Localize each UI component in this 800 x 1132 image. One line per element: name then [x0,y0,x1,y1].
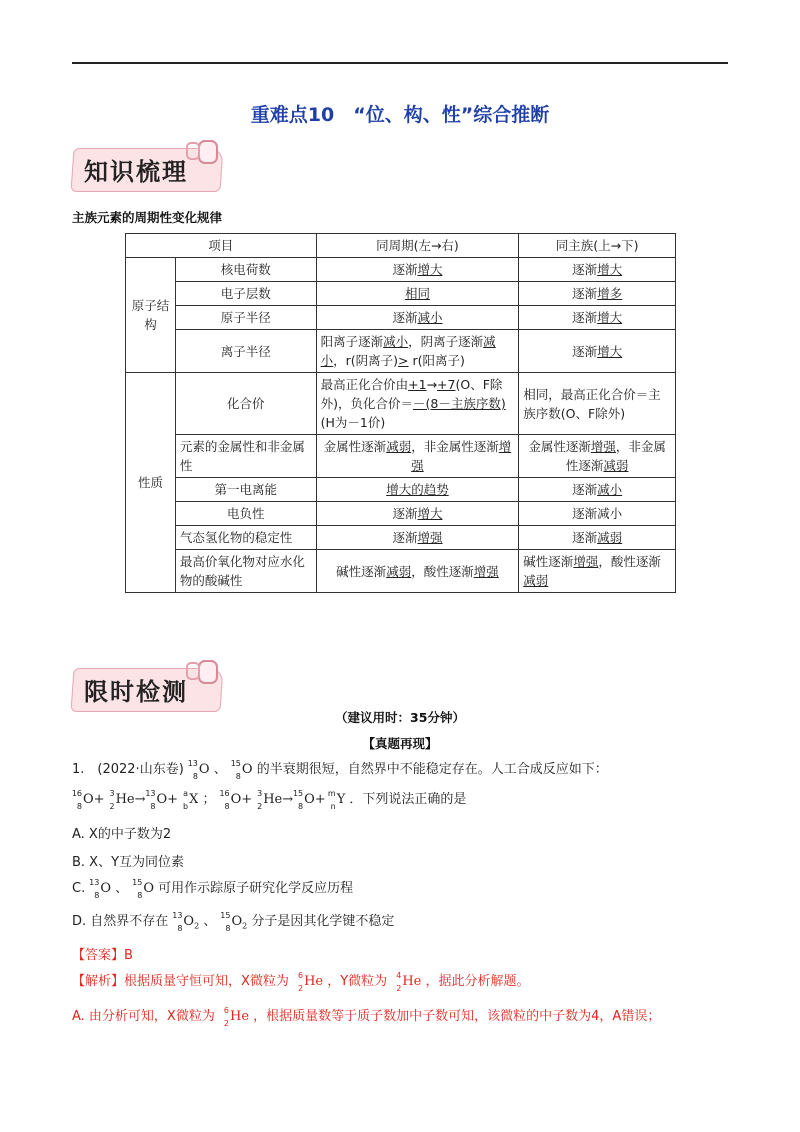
analysis-option-a: A. 由分析可知，X微粒为 6 2 He ，根据质量数等于质子数加中子数可知，该微粒的中子数为4，A错误； [72,1005,661,1028]
analysis: 【解析】根据质量守恒可知，X微粒为 6 2 He ，Y微粒为 4 2 He ，据此分析解题。 [72,970,530,993]
option-d: D. 自然界不存在 13 8 $O_2$ 、 15 8 $O_2$ 分子是因其化学键不稳定 [72,910,395,933]
table-row: 第一电离能 增大的趋势 逐渐减小 [126,478,676,502]
answer: 【答案】B [72,948,133,963]
table-row: 原子结构 核电荷数 逐渐增大 逐渐增大 [126,258,676,282]
table-row: 项目 同周期(左→右) 同主族(上→下) [126,234,676,258]
clip-icon [198,660,218,684]
group-properties: 性质 [126,373,176,593]
table-row: 性质 化合价 最高正化合价由+1→+7(O、F除外)，负化合价＝－(8－主族序数)(H为－1价) 相同，最高正化合价＝主族序数(O、F除外) [126,373,676,435]
q1-stem: 1. (2022·山东卷) 13 8 O 、 15 8 O 的半衰期很短，自然界中不能稳定存在。人工合成反应如下： [72,758,608,781]
table-row: 离子半径 阳离子逐渐减小，阴离子逐渐减小，r(阴离子)> r(阳离子) 逐渐增大 [126,330,676,373]
banner-knowledge: 知识梳理 [72,148,222,192]
top-rule [72,62,728,64]
table-row: 电子层数 相同 逐渐增多 [126,282,676,306]
table-caption: 主族元素的周期性变化规律 [72,210,223,225]
group-structure: 原子结构 [126,258,176,373]
table-row: 气态氢化物的稳定性 逐渐增强 逐渐减弱 [126,526,676,550]
sub-section-title: 【真题再现】 [362,736,438,751]
clip-icon [198,140,218,164]
option-b: B. X、Y互为同位素 [72,855,185,870]
option-c: C. 13 8 O 、 15 8 O 可用作示踪原子研究化学反应历程 [72,877,354,900]
table-row: 原子半径 逐渐减小 逐渐增大 [126,306,676,330]
option-a: A. X的中子数为2 [72,827,172,842]
periodic-rules-table [125,233,676,593]
page-title: 重难点10 “位、构、性”综合推断 [250,104,550,126]
table-row: 最高价氧化物对应水化物的酸碱性 碱性逐渐减弱，酸性逐渐增强 碱性逐渐增强，酸性逐渐减弱 [126,550,676,593]
table-row: 元素的金属性和非金属性 金属性逐渐减弱，非金属性逐渐增强 金属性逐渐增强，非金属性逐渐减弱 [126,435,676,478]
q1-equations: 16 8 O+ 3 2 He→ 13 8 O+ a b X ； 16 8 O+ 3 2 He→ 15 8 O+ m n Y ．下列说法正确的是 [71,788,467,811]
table-row: 电负性 逐渐增大 逐渐减小 [126,502,676,526]
time-note: （建议用时：35分钟） [335,710,465,725]
banner-test: 限时检测 [72,668,222,712]
